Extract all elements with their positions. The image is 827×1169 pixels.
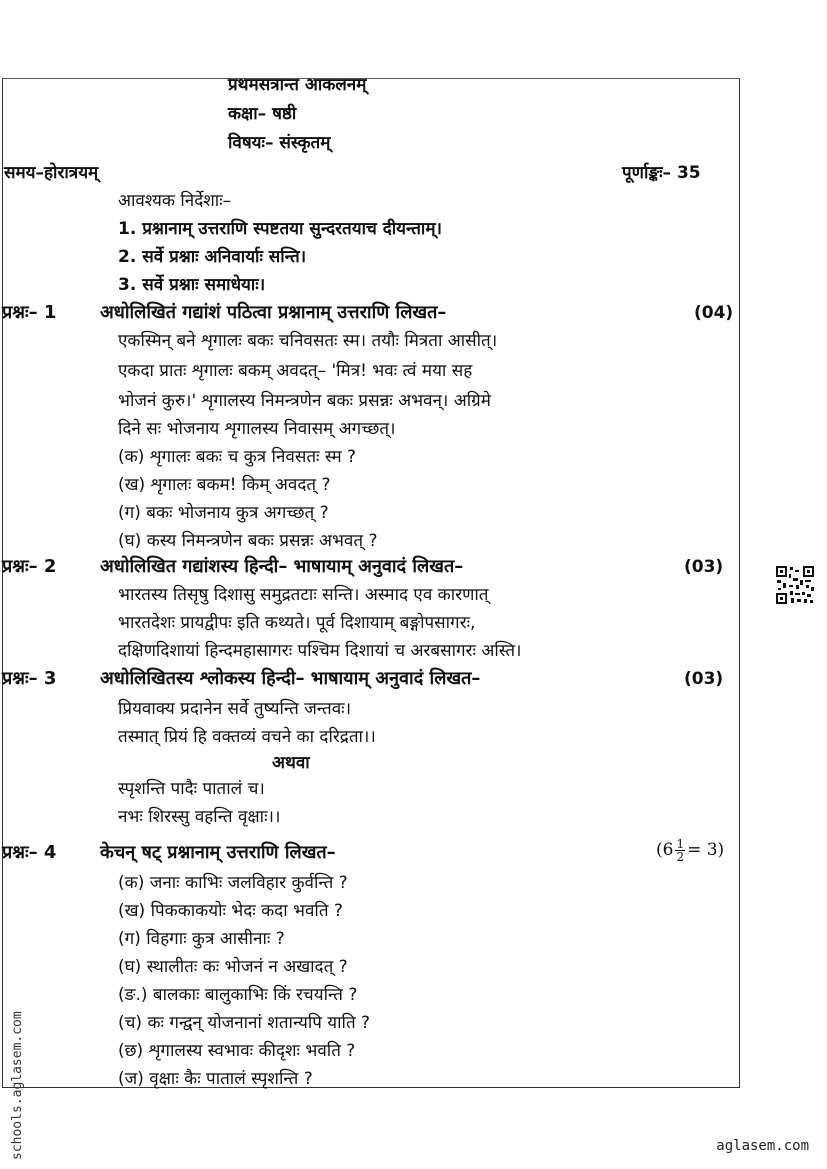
q3-or: अथवा: [272, 753, 310, 773]
q4-question: (घ) स्थालीतः कः भोजनं न अखादत् ?: [118, 957, 348, 977]
q3-verse-line: प्रियवाक्य प्रदानेन सर्वे तुष्यन्ति जन्तवः।: [118, 699, 352, 719]
q1-question: (क) शृगालः बकः च कुत्र निवसतः स्म ?: [118, 447, 357, 467]
q4-marks-numerator: 1: [676, 837, 685, 851]
total-marks: पूर्णाङ्कः– 35: [622, 163, 701, 183]
q3-label: प्रश्नः– 3: [2, 668, 57, 689]
q2-passage-line: दक्षिणदिशायां हिन्दमहासागरः पश्चिम दिशायां च अरबसागरः अस्ति।: [118, 641, 522, 661]
q4-question: (ख) पिककाकयोः भेदः कदा भवति ?: [118, 901, 343, 921]
exam-title: प्रथमसत्रान्त आकलनम्: [228, 75, 367, 95]
q3-title: अधोलिखितस्य श्लोकस्य हिन्दी– भाषायाम् अनुवादं लिखत–: [100, 668, 481, 689]
time-label: समय–होरात्रयम्: [4, 163, 99, 183]
q1-question: (ग) बकः भोजनाय कुत्र अगच्छत् ?: [118, 503, 329, 523]
q4-marks-denominator: 2: [676, 850, 685, 864]
q1-passage-line: एकस्मिन् बने शृगालः बकः चनिवसतः स्म। तयौः मित्रता आसीत्।: [118, 331, 498, 351]
q2-label: प्रश्नः– 2: [2, 556, 57, 577]
q1-marks: (04): [694, 303, 734, 323]
q4-question: (क) जनाः काभिः जलविहार कुर्वन्ति ?: [118, 873, 348, 893]
footer-watermark: aglasem.com: [716, 1138, 809, 1154]
q2-passage-line: भारतदेशः प्रायद्वीपः इति कथ्यते। पूर्व दिशायाम् बङ्गोपसागरः,: [118, 613, 476, 633]
qr-code-icon: [776, 566, 814, 604]
q1-passage-line: भोजनं कुरु।' शृगालस्य निमन्त्रणेन बकः प्रसन्नः अभवन्। अग्रिमे: [118, 391, 491, 411]
q3-marks: (03): [684, 669, 724, 689]
instructions-title: आवश्यक निर्देशाः–: [118, 191, 232, 211]
q4-question: (छ) शृगालस्य स्वभावः कीदृशः भवति ?: [118, 1041, 356, 1061]
q3-verse-alt-line: नभः शिरस्सु वहन्ति वृक्षाः।।: [118, 807, 281, 827]
instruction-item: 2. सर्वे प्रश्नाः अनिवार्याः सन्ति।: [118, 247, 307, 267]
q3-verse-line: तस्मात् प्रियं हि वक्तव्यं वचने का दरिद्रता।।: [118, 727, 376, 747]
q4-question: (ग) विहगाः कुत्र आसीनाः ?: [118, 929, 285, 949]
q1-question: (ख) शृगालः बकम! किम् अवदत् ?: [118, 475, 331, 495]
q4-question: (च) कः गन्द्वन् योजनानां शतान्यपि याति ?: [118, 1013, 371, 1033]
q1-passage-line: एकदा प्रातः शृगालः बकम् अवदत्– 'मित्र! भवः त्वं मया सह: [118, 361, 473, 381]
q4-question: (ज) वृक्षाः कैः पातालं स्पृशन्ति ?: [118, 1069, 313, 1089]
instruction-item: 1. प्रश्नानाम् उत्तराणि स्पष्टतया सुन्दरतयाच दीयन्ताम्।: [118, 219, 442, 239]
q4-question: (ङ.) बालकाः बालुकाभिः किं रचयन्ति ?: [118, 985, 358, 1005]
q1-question: (घ) कस्य निमन्त्रणेन बकः प्रसन्नः अभवत् ?: [118, 531, 378, 551]
q4-title: केचन् षट् प्रश्नानाम् उत्तराणि लिखत–: [100, 842, 336, 863]
q4-marks-close: = 3): [687, 840, 725, 860]
subject-label: विषयः– संस्कृतम्: [228, 133, 331, 153]
side-watermark: schools.aglasem.com: [10, 1011, 25, 1160]
q4-label: प्रश्नः– 4: [2, 842, 57, 863]
q1-passage-line: दिने सः भोजनाय शृगालस्य निवासम् अगच्छत्।: [118, 419, 396, 439]
q1-title: अधोलिखितं गद्यांशं पठित्वा प्रश्नानाम् उत्तराणि लिखत–: [100, 302, 447, 323]
q4-marks-open: (6: [656, 840, 674, 860]
q4-marks: [656, 838, 724, 863]
class-label: कक्षा– षष्ठी: [228, 104, 297, 124]
instruction-item: 3. सर्वे प्रश्नाः समाधेयाः।: [118, 275, 266, 295]
q2-passage-line: भारतस्य तिसृषु दिशासु समुद्रतटाः सन्ति। अस्माद एव कारणात्: [118, 585, 489, 605]
q1-label: प्रश्नः– 1: [2, 302, 57, 323]
q4-marks-fraction: [675, 838, 685, 863]
q2-title: अधोलिखित गद्यांशस्य हिन्दी– भाषायाम् अनुवादं लिखत–: [100, 556, 464, 577]
q2-marks: (03): [684, 557, 724, 577]
q3-verse-alt-line: स्पृशन्ति पादैः पातालं च।: [118, 779, 265, 799]
